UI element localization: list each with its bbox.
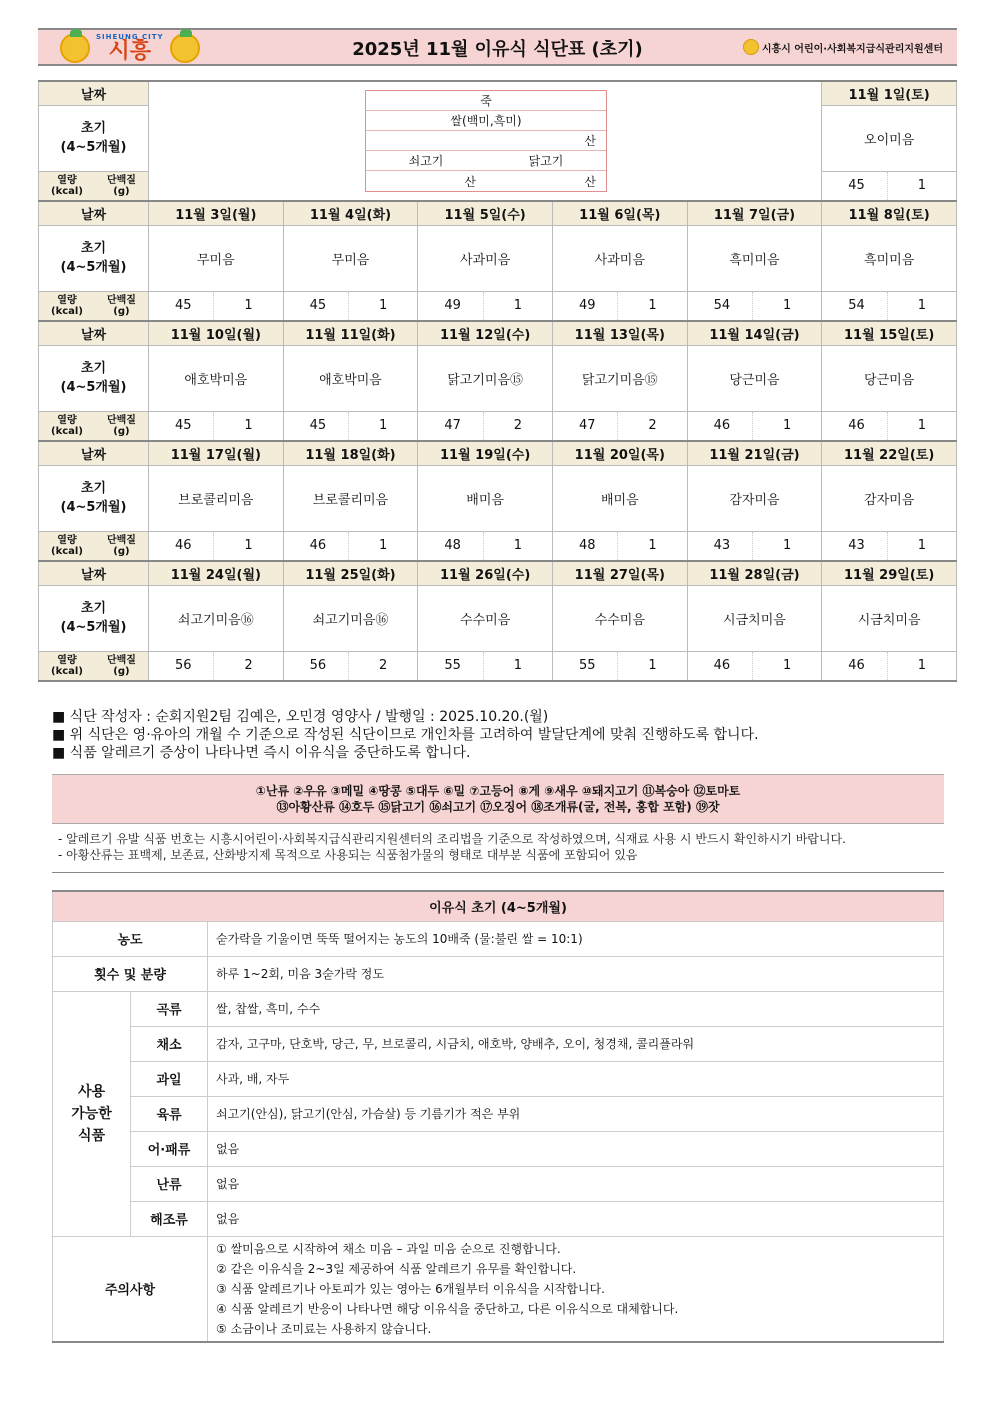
protein-value: 1 — [379, 538, 388, 554]
meal-cell: 오이미음 — [822, 105, 957, 171]
date-cell: 11월 17일(월) — [149, 441, 284, 465]
legend-row: 쇠고기 닭고기 — [366, 151, 606, 171]
kcal-label: 열량 (kcal) — [51, 294, 83, 317]
density-label: 농도 — [53, 921, 208, 956]
food-value: 없음 — [208, 1131, 944, 1166]
date-cell: 11월 14일(금) — [687, 321, 822, 345]
meal-cell: 수수미음 — [418, 585, 553, 651]
density-value: 숟가락을 기울이면 뚝뚝 떨어지는 농도의 10배죽 (물:불린 쌀 = 10:1) — [208, 921, 944, 956]
legend-row: 산 산 — [464, 174, 596, 189]
footnotes — [58, 831, 846, 863]
footnote-line: - 알레르기 유발 식품 번호는 시흥시어린이·사회복지급식관리지원센터의 조리법을 기준으로 작성하였으며, 식재료 사용 시 반드시 확인하시기 바랍니다. — [58, 832, 846, 846]
date-cell: 11월 26일(수) — [418, 561, 553, 585]
frequency-value: 하루 1~2회, 미음 3숟가락 정도 — [208, 956, 944, 991]
kcal-value: 55 — [418, 652, 483, 681]
date-cell: 11월 19일(수) — [418, 441, 553, 465]
logo-subtitle: SIHEUNG CITY — [96, 33, 164, 41]
nutrition-cell — [687, 411, 822, 441]
nutrition-cell — [283, 651, 418, 681]
kcal-value: 46 — [822, 652, 887, 681]
date-cell: 11월 29일(토) — [822, 561, 957, 585]
meal-cell: 배미음 — [552, 465, 687, 531]
meal-row — [39, 465, 957, 531]
nutrition-cell — [552, 411, 687, 441]
protein-label: 단백질 (g) — [106, 414, 136, 437]
food-value: 감자, 고구마, 단호박, 당근, 무, 브로콜리, 시금치, 애호박, 양배추, 오이, 청경채, 콜리플라워 — [208, 1026, 944, 1061]
nutrition-cell — [149, 291, 284, 321]
date-cell: 11월 25일(화) — [283, 561, 418, 585]
date-cell: 11월 27일(목) — [552, 561, 687, 585]
protein-value: 1 — [783, 658, 792, 674]
caution-item: ② 같은 이유식을 2~3일 제공하여 식품 알레르기 유무를 확인합니다. — [216, 1261, 577, 1276]
guide-table — [52, 890, 944, 1343]
food-value: 쇠고기(안심), 닭고기(안심, 가슴살) 등 기름기가 적은 부위 — [208, 1096, 944, 1131]
meal-cell: 흑미미음 — [687, 225, 822, 291]
nutrition-cell — [418, 291, 553, 321]
meal-cell: 사과미음 — [418, 225, 553, 291]
note-line: ■ 식단 작성자 : 순회지원2팀 김예은, 오민경 영양사 / 발행일 : 2025.10.20.(월) — [52, 709, 549, 725]
kcal-value: 49 — [553, 292, 618, 321]
nutrition-cell — [283, 411, 418, 441]
legend-box — [365, 90, 607, 192]
nutrition-cell — [822, 531, 957, 561]
meal-cell: 감자미음 — [822, 465, 957, 531]
date-cell: 11월 20일(목) — [552, 441, 687, 465]
kcal-value: 45 — [284, 412, 349, 441]
food-category: 과일 — [131, 1061, 208, 1096]
nutrition-cell — [687, 171, 822, 201]
caution-item: ③ 식품 알레르기나 아토피가 있는 영아는 6개월부터 이유식을 시작합니다. — [216, 1281, 605, 1296]
date-label: 날짜 — [39, 201, 149, 225]
protein-value: 1 — [648, 298, 657, 314]
nutrition-cell — [418, 651, 553, 681]
logo-title: 시흥 — [108, 39, 152, 64]
protein-value: 1 — [917, 658, 926, 674]
nutrition-cell — [283, 531, 418, 561]
nutrition-cell — [687, 531, 822, 561]
meal-cell: 사과미음 — [552, 225, 687, 291]
nutrition-cell — [552, 291, 687, 321]
nutrition-cell — [418, 411, 553, 441]
date-cell — [687, 81, 822, 105]
nutrition-label — [39, 171, 149, 201]
date-cell: 11월 7일(금) — [687, 201, 822, 225]
org-logo-icon — [743, 39, 759, 55]
protein-value: 1 — [783, 298, 792, 314]
meal-cell: 시금치미음 — [687, 585, 822, 651]
footnote-line: - 아황산류는 표백제, 보존료, 산화방지제 목적으로 사용되는 식품첨가물의 형태로 대부분 식품에 포함되어 있음 — [58, 848, 638, 862]
date-row — [39, 201, 957, 225]
protein-value: 1 — [917, 538, 926, 554]
nutrition-cell — [149, 651, 284, 681]
nutrition-cell — [822, 411, 957, 441]
food-value: 없음 — [208, 1166, 944, 1201]
kcal-value: 48 — [418, 532, 483, 561]
nutrition-cell — [418, 531, 553, 561]
meal-cell: 당근미음 — [822, 345, 957, 411]
food-category: 채소 — [131, 1026, 208, 1061]
stage-label: 초기 (4~5개월) — [39, 225, 149, 291]
divider — [52, 872, 944, 873]
protein-value: 2 — [648, 418, 657, 434]
food-category: 곡류 — [131, 991, 208, 1026]
meal-cell: 애호박미음 — [149, 345, 284, 411]
meal-cell: 배미음 — [418, 465, 553, 531]
date-cell: 11월 21일(금) — [687, 441, 822, 465]
date-cell: 11월 13일(목) — [552, 321, 687, 345]
org-name — [743, 39, 943, 55]
protein-value: 1 — [244, 538, 253, 554]
nutrition-row — [39, 531, 957, 561]
allergy-list — [52, 774, 944, 824]
meal-cell: 애호박미음 — [283, 345, 418, 411]
kcal-label: 열량 (kcal) — [51, 654, 83, 677]
caution-item: ④ 식품 알레르기 반응이 나타나면 해당 이유식을 중단하고, 다른 이유식으로 대체합니다. — [216, 1301, 679, 1316]
nutrition-cell — [822, 171, 957, 201]
meal-cell: 흑미미음 — [822, 225, 957, 291]
date-cell: 11월 1일(토) — [822, 81, 957, 105]
meal-cell: 쇠고기미음⑯ — [283, 585, 418, 651]
protein-value: 1 — [783, 418, 792, 434]
nutrition-cell — [552, 531, 687, 561]
kcal-value: 45 — [822, 172, 887, 201]
nutrition-label — [39, 651, 149, 681]
nutrition-row — [39, 411, 957, 441]
food-value: 사과, 배, 자두 — [208, 1061, 944, 1096]
protein-value: 1 — [917, 298, 926, 314]
nutrition-cell — [149, 171, 284, 201]
date-cell — [149, 81, 284, 105]
meal-row — [39, 585, 957, 651]
date-row — [39, 441, 957, 465]
food-category: 육류 — [131, 1096, 208, 1131]
protein-value: 1 — [783, 538, 792, 554]
meal-cell — [687, 105, 822, 171]
meal-cell: 시금치미음 — [822, 585, 957, 651]
nutrition-cell — [283, 291, 418, 321]
meal-cell: 브로콜리미음 — [149, 465, 284, 531]
date-cell: 11월 24일(월) — [149, 561, 284, 585]
allergy-line: ①난류 ②우유 ③메밀 ④땅콩 ⑤대두 ⑥밀 ⑦고등어 ⑧게 ⑨새우 ⑩돼지고기 ⑪복숭아 ⑫토마토 — [255, 784, 741, 798]
protein-value: 1 — [379, 418, 388, 434]
date-cell: 11월 6일(목) — [552, 201, 687, 225]
nutrition-cell — [687, 651, 822, 681]
date-cell: 11월 22일(토) — [822, 441, 957, 465]
nutrition-label — [39, 411, 149, 441]
kcal-value: 43 — [822, 532, 887, 561]
legend-row: 산 — [366, 131, 606, 151]
note-line: ■ 식품 알레르기 증상이 나타나면 즉시 이유식을 중단하도록 합니다. — [52, 745, 471, 761]
page-title: 2025년 11월 이유식 식단표 (초기) — [352, 39, 643, 60]
kcal-value: 45 — [149, 412, 214, 441]
protein-label: 단백질 (g) — [106, 654, 136, 677]
protein-label: 단백질 (g) — [106, 534, 136, 557]
protein-value: 2 — [513, 418, 522, 434]
note-line: ■ 위 식단은 영·유아의 개월 수 기준으로 작성된 식단이므로 개인차를 고려하여 발달단계에 맞춰 진행하도록 합니다. — [52, 727, 759, 743]
date-cell: 11월 3일(월) — [149, 201, 284, 225]
kcal-value: 46 — [688, 412, 753, 441]
date-cell: 11월 12일(수) — [418, 321, 553, 345]
org-label: 시흥시 어린이·사회복지급식관리지원센터 — [761, 43, 943, 55]
date-row — [39, 321, 957, 345]
legend-row: 죽 — [366, 91, 606, 111]
protein-value: 1 — [648, 538, 657, 554]
nutrition-cell — [149, 411, 284, 441]
nutrition-row — [39, 651, 957, 681]
meal-cell: 쇠고기미음⑯ — [149, 585, 284, 651]
protein-value: 2 — [379, 658, 388, 674]
protein-value: 1 — [648, 658, 657, 674]
nutrition-row — [39, 291, 957, 321]
kcal-value: 47 — [418, 412, 483, 441]
nutrition-cell — [822, 651, 957, 681]
food-value: 없음 — [208, 1201, 944, 1236]
kcal-value: 46 — [688, 652, 753, 681]
date-cell: 11월 10일(월) — [149, 321, 284, 345]
kcal-value: 54 — [688, 292, 753, 321]
legend-row: 쌀(백미,흑미) — [366, 111, 606, 131]
nutrition-cell — [552, 651, 687, 681]
kcal-label: 열량 (kcal) — [51, 174, 83, 197]
food-category: 난류 — [131, 1166, 208, 1201]
date-row — [39, 561, 957, 585]
kcal-label: 열량 (kcal) — [51, 414, 83, 437]
nutrition-cell — [822, 291, 957, 321]
meal-cell: 무미음 — [283, 225, 418, 291]
kcal-value: 45 — [149, 292, 214, 321]
kcal-value: 49 — [418, 292, 483, 321]
meal-cell: 닭고기미음⑮ — [418, 345, 553, 411]
date-cell: 11월 18일(화) — [283, 441, 418, 465]
stage-label: 초기 (4~5개월) — [39, 345, 149, 411]
kcal-value: 54 — [822, 292, 887, 321]
date-cell: 11월 4일(화) — [283, 201, 418, 225]
protein-value: 1 — [917, 418, 926, 434]
protein-value: 1 — [244, 298, 253, 314]
nutrition-cell — [149, 531, 284, 561]
nutrition-cell — [687, 291, 822, 321]
caution-item: ⑤ 소금이나 조미료는 사용하지 않습니다. — [216, 1321, 432, 1336]
kcal-value: 43 — [688, 532, 753, 561]
meal-cell: 당근미음 — [687, 345, 822, 411]
frequency-label: 횟수 및 분량 — [53, 956, 208, 991]
allergy-line: ⑬아황산류 ⑭호두 ⑮닭고기 ⑯쇠고기 ⑰오징어 ⑱조개류(굴, 전복, 홍합 포함) ⑲잣 — [276, 800, 720, 814]
protein-value: 1 — [513, 298, 522, 314]
kcal-value: 56 — [284, 652, 349, 681]
date-label: 날짜 — [39, 81, 149, 105]
date-label: 날짜 — [39, 321, 149, 345]
nutrition-label — [39, 291, 149, 321]
food-value: 쌀, 찹쌀, 흑미, 수수 — [208, 991, 944, 1026]
guide-title: 이유식 초기 (4~5개월) — [53, 891, 944, 921]
date-cell: 11월 8일(토) — [822, 201, 957, 225]
nutrition-label — [39, 531, 149, 561]
meal-cell: 브로콜리미음 — [283, 465, 418, 531]
kcal-value: 46 — [822, 412, 887, 441]
kcal-value: 55 — [553, 652, 618, 681]
date-cell: 11월 28일(금) — [687, 561, 822, 585]
caution-item: ① 쌀미음으로 시작하여 채소 미음 – 과일 미음 순으로 진행합니다. — [216, 1241, 561, 1256]
kcal-value: 48 — [553, 532, 618, 561]
foods-label: 사용 가능한 식품 — [53, 991, 131, 1236]
meal-cell — [149, 105, 284, 171]
caution-label: 주의사항 — [53, 1236, 208, 1342]
kcal-value: 56 — [149, 652, 214, 681]
notes — [52, 708, 759, 762]
kcal-value: 45 — [284, 292, 349, 321]
kcal-value: 46 — [284, 532, 349, 561]
kcal-label: 열량 (kcal) — [51, 534, 83, 557]
stage-label: 초기 (4~5개월) — [39, 465, 149, 531]
meal-cell: 무미음 — [149, 225, 284, 291]
page-header — [38, 28, 957, 66]
meal-cell: 감자미음 — [687, 465, 822, 531]
protein-value: 2 — [244, 658, 253, 674]
kcal-value: 47 — [553, 412, 618, 441]
protein-label: 단백질 (g) — [106, 174, 136, 197]
date-cell: 11월 5일(수) — [418, 201, 553, 225]
protein-value: 1 — [917, 178, 926, 194]
stage-label: 초기 (4~5개월) — [39, 585, 149, 651]
meal-row — [39, 345, 957, 411]
protein-value: 1 — [244, 418, 253, 434]
date-cell: 11월 11일(화) — [283, 321, 418, 345]
caution-list — [208, 1236, 944, 1342]
date-label: 날짜 — [39, 441, 149, 465]
kcal-value: 46 — [149, 532, 214, 561]
food-category: 어·패류 — [131, 1131, 208, 1166]
meal-row — [39, 225, 957, 291]
meal-cell: 닭고기미음⑮ — [552, 345, 687, 411]
protein-value: 1 — [513, 658, 522, 674]
protein-label: 단백질 (g) — [106, 294, 136, 317]
protein-value: 1 — [379, 298, 388, 314]
meal-cell: 수수미음 — [552, 585, 687, 651]
food-category: 해조류 — [131, 1201, 208, 1236]
stage-label: 초기 (4~5개월) — [39, 105, 149, 171]
protein-value: 1 — [513, 538, 522, 554]
date-cell: 11월 15일(토) — [822, 321, 957, 345]
date-label: 날짜 — [39, 561, 149, 585]
